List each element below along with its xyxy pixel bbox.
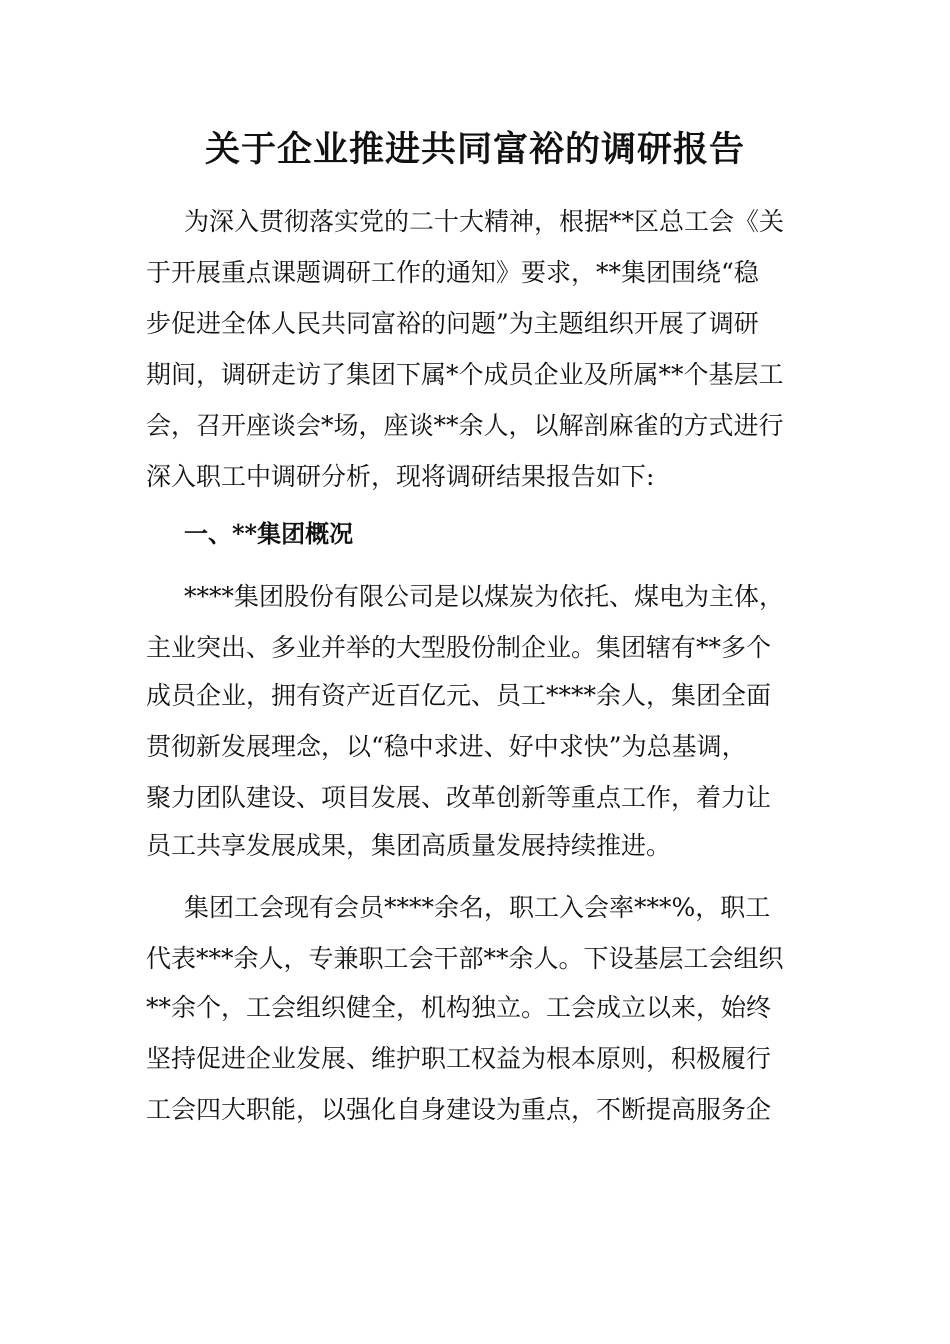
- section-heading-1: 一、**集团概况: [184, 519, 354, 548]
- document-title: 关于企业推进共同富裕的调研报告: [204, 129, 745, 170]
- paragraph-3-line-3: **余个，工会组织健全，机构独立。工会成立以来，始终: [146, 993, 772, 1022]
- paragraph-1-line-5: 会，召开座谈会*场，座谈**余人，以解剖麻雀的方式进行: [146, 411, 784, 440]
- paragraph-1-line-3: 步促进全体人民共同富裕的问题”为主题组织开展了调研: [146, 309, 759, 338]
- paragraph-1-line-1: 为深入贯彻落实党的二十大精神，根据**区总工会《关: [184, 207, 785, 236]
- paragraph-2-line-2: 主业突出、多业并举的大型股份制企业。集团辖有**多个: [146, 633, 772, 662]
- paragraph-2-line-6: 员工共享发展成果，集团高质量发展持续推进。: [146, 831, 672, 860]
- paragraph-1-line-2: 于开展重点课题调研工作的通知》要求，**集团围绕“稳: [146, 258, 759, 287]
- paragraph-3-line-5: 工会四大职能，以强化自身建设为重点，不断提高服务企: [146, 1095, 772, 1124]
- paragraph-1-line-6: 深入职工中调研分析，现将调研结果报告如下:: [146, 462, 655, 491]
- paragraph-2-line-4: 贯彻新发展理念，以“稳中求进、好中求快”为总基调，: [146, 732, 747, 761]
- paragraph-1-line-4: 期间，调研走访了集团下属*个成员企业及所属**个基层工: [146, 360, 784, 389]
- paragraph-3-line-1: 集团工会现有会员****余名，职工入会率***%，职工: [184, 893, 771, 922]
- paragraph-2-line-3: 成员企业，拥有资产近百亿元、员工****余人，集团全面: [146, 681, 772, 710]
- paragraph-3-line-4: 坚持促进企业发展、维护职工权益为根本原则，积极履行: [146, 1044, 772, 1073]
- paragraph-2-line-5: 聚力团队建设、项目发展、改革创新等重点工作，着力让: [146, 783, 772, 812]
- paragraph-3-line-2: 代表***余人，专兼职工会干部**余人。下设基层工会组织: [146, 944, 784, 973]
- paragraph-2-line-1: ****集团股份有限公司是以煤炭为依托、煤电为主体，: [184, 582, 785, 611]
